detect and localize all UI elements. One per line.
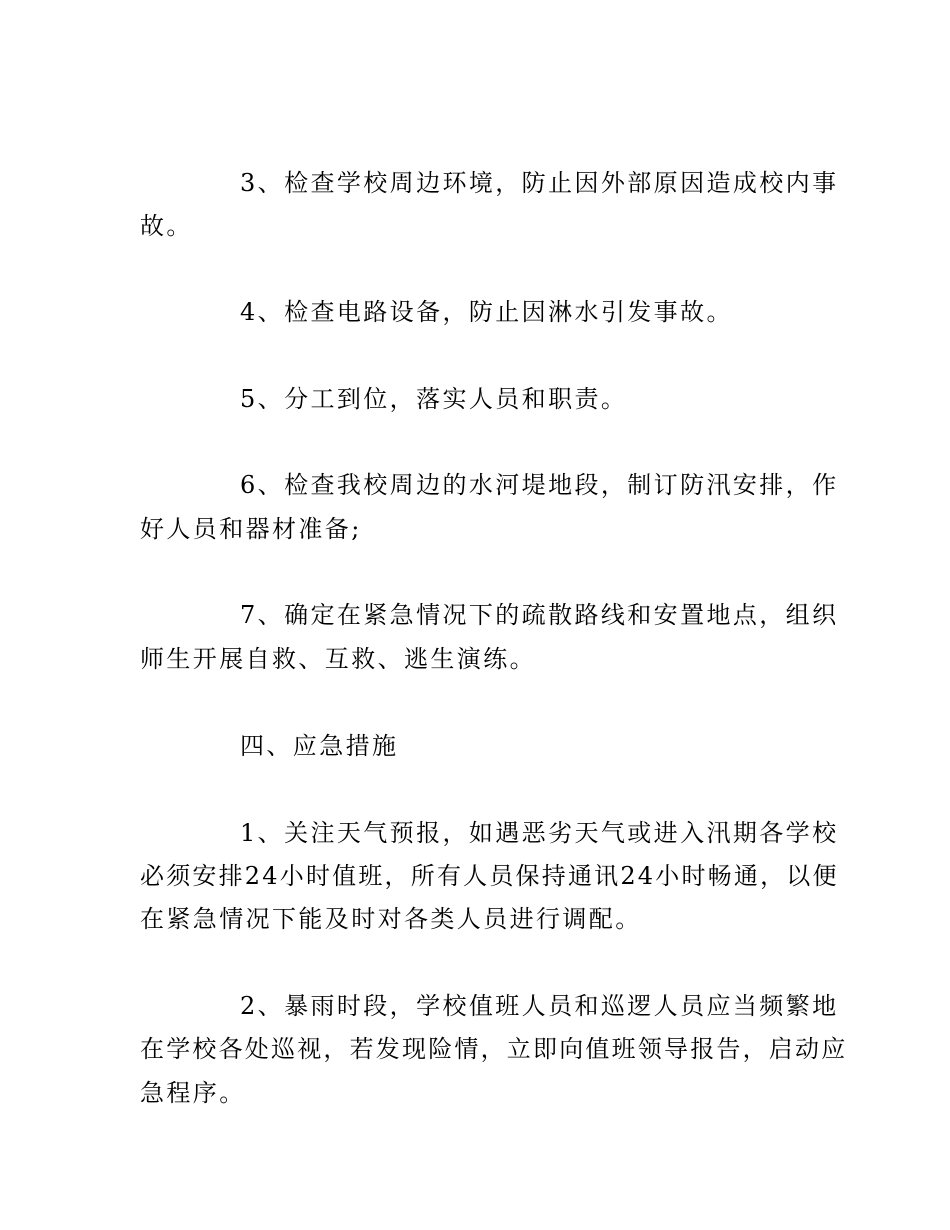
paragraph-7-line-2: 师生开展自救、互救、逃生演练。 [140, 645, 536, 673]
measure-1-line-2: 必须安排24小时值班，所有人员保持通讯24小时畅通，以便 [140, 862, 839, 890]
measure-2-line-2: 在学校各处巡视，若发现险情，立即向值班领导报告，启动应 [140, 1035, 848, 1063]
paragraph-7-line-1: 7、确定在紧急情况下的疏散路线和安置地点，组织 [240, 601, 839, 629]
measure-2-line-1: 2、暴雨时段，学校值班人员和巡逻人员应当频繁地 [240, 992, 839, 1020]
measure-1-line-1: 1、关注天气预报，如遇恶劣天气或进入汛期各学校 [240, 819, 839, 847]
paragraph-4-line-1: 4、检查电路设备，防止因淋水引发事故。 [240, 298, 733, 326]
paragraph-5-line-1: 5、分工到位，落实人员和职责。 [240, 385, 628, 413]
paragraph-3-line-1: 3、检查学校周边环境，防止因外部原因造成校内事 [240, 169, 839, 197]
section-heading-emergency-measures: 四、应急措施 [240, 732, 399, 760]
paragraph-6-line-2: 好人员和器材准备; [140, 515, 362, 543]
paragraph-3-line-2: 故。 [140, 212, 193, 240]
measure-2-line-3: 急程序。 [140, 1079, 246, 1107]
measure-1-line-3: 在紧急情况下能及时对各类人员进行调配。 [140, 905, 642, 933]
paragraph-6-line-1: 6、检查我校周边的水河堤地段，制订防汛安排，作 [240, 471, 839, 499]
